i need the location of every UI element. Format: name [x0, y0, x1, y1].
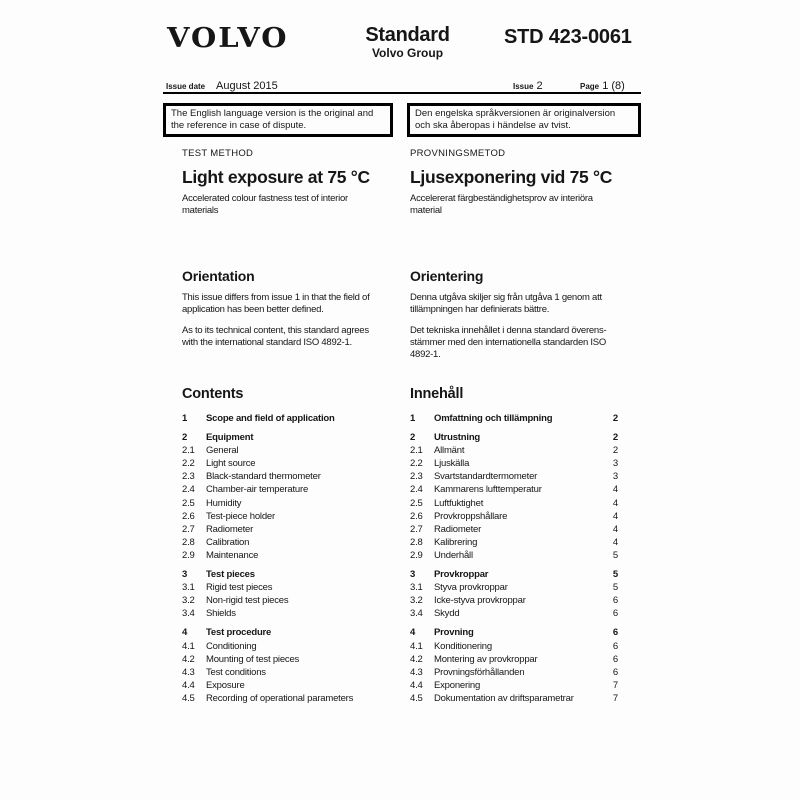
toc-number: 2.4: [410, 484, 423, 496]
toc-label: Utrustning: [434, 432, 481, 444]
orientation-section-english: [182, 268, 386, 349]
toc-label: Radiometer: [434, 523, 482, 535]
issue-label: Issue: [513, 82, 534, 91]
toc-number: 2.6: [182, 510, 195, 522]
toc-row: [182, 640, 386, 653]
toc-row: [410, 470, 618, 483]
toc-number: 4.2: [410, 653, 423, 665]
toc-row: [182, 470, 386, 483]
toc-number: 3.2: [410, 595, 423, 607]
toc-number: 2.2: [410, 458, 423, 470]
toc-row: [410, 444, 618, 457]
toc-number: 2.3: [182, 471, 195, 483]
toc-row: [410, 510, 618, 523]
page-label: Page: [580, 82, 600, 91]
toc-number: 2.2: [182, 458, 195, 470]
toc-page-number: 5: [612, 549, 618, 561]
toc-row: [182, 483, 386, 496]
toc-label: Rigid test pieces: [206, 582, 273, 594]
toc-page-number: 2: [612, 445, 618, 457]
toc-row: [182, 581, 386, 594]
orientation-section-swedish: [410, 268, 618, 361]
toc-label: Provning: [434, 627, 474, 639]
toc-page-number: 3: [612, 458, 618, 470]
toc-row: [182, 444, 386, 457]
toc-label: Test procedure: [206, 627, 272, 639]
contents-section-swedish: [410, 386, 618, 705]
toc-label: Recording of operational parameters: [206, 692, 354, 704]
toc-number: 4.1: [410, 640, 423, 652]
toc-number: 2.5: [182, 497, 195, 509]
issue-value: 2: [536, 80, 543, 92]
toc-row: [182, 607, 386, 620]
toc-number: 2.7: [182, 523, 195, 535]
toc-row: [182, 568, 386, 581]
header-center: [335, 24, 480, 60]
toc-label: Maintenance: [206, 549, 259, 561]
toc-heading: Contents: [182, 386, 244, 402]
toc-label: Calibration: [206, 536, 250, 548]
toc-row: [182, 523, 386, 536]
toc-label: Luftfuktighet: [434, 497, 484, 509]
toc-label: Skydd: [434, 608, 460, 620]
toc-row: [410, 679, 618, 692]
page-value: 1 (8): [602, 80, 625, 92]
toc-row: [182, 549, 386, 562]
header-rule: [163, 92, 641, 94]
toc-page-number: 2: [612, 432, 618, 444]
toc-row: [410, 549, 618, 562]
toc-row: [410, 431, 618, 444]
toc-label: Provkroppar: [434, 569, 489, 581]
toc-number: 2.6: [410, 510, 423, 522]
toc-row: [410, 581, 618, 594]
toc-row: [182, 626, 386, 639]
section-heading: Orientation: [182, 268, 255, 284]
toc-row: [410, 536, 618, 549]
toc-row: [410, 412, 618, 425]
toc-row: [182, 412, 386, 425]
doc-number: STD 423-0061: [504, 26, 632, 48]
toc-row: [410, 666, 618, 679]
toc-label: Non-rigid test pieces: [206, 595, 289, 607]
toc-row: [410, 640, 618, 653]
toc-label: Chamber-air temperature: [206, 484, 309, 496]
toc-row: [410, 594, 618, 607]
toc-label: Svartstandardtermometer: [434, 471, 538, 483]
document-subtitle: Accelererat färgbeständighetsprov av interiöra material: [410, 193, 593, 216]
toc-number: 1: [182, 413, 188, 424]
toc-row: [182, 594, 386, 607]
toc-row: [410, 626, 618, 639]
toc-label: Black-standard thermometer: [206, 471, 321, 483]
toc-row: [410, 653, 618, 666]
paragraph: As to its technical content, this standard agrees with the international standard ISO 4892-1.: [182, 324, 369, 348]
toc-label: Equipment: [206, 432, 254, 444]
toc-label: Allmänt: [434, 445, 465, 457]
doc-type: Standard: [365, 24, 450, 46]
toc-page-number: 6: [612, 666, 618, 678]
notice-box-swedish: Den engelska språkversionen är originalversion och ska åberopas i händelse av tvist.: [407, 103, 641, 137]
document-title: Ljusexponering vid 75 °C: [410, 167, 613, 187]
issue-date-label: Issue date: [166, 82, 206, 91]
title-block-swedish: [410, 148, 618, 217]
toc-page-number: 6: [612, 640, 618, 652]
toc-number: 4.3: [410, 666, 423, 678]
toc-label: Icke-styva provkroppar: [434, 595, 526, 607]
toc-row: [410, 483, 618, 496]
toc-page-number: 6: [612, 627, 618, 639]
toc-label: Humidity: [206, 497, 242, 509]
toc-page-number: 6: [612, 595, 618, 607]
toc-number: 3.2: [182, 595, 195, 607]
toc-number: 3.4: [182, 608, 195, 620]
toc-number: 2: [182, 432, 188, 444]
doc-org: Volvo Group: [371, 46, 444, 60]
toc-number: 4.4: [182, 679, 195, 691]
toc-number: 4.5: [182, 692, 195, 704]
section-heading: Orientering: [410, 268, 484, 284]
toc-label: Underhåll: [434, 549, 473, 561]
paragraph: This issue differs from issue 1 in that the field of application has been better defined.: [182, 292, 370, 316]
toc-label: Styva provkroppar: [434, 582, 508, 594]
toc-page-number: 2: [612, 413, 618, 424]
toc-page-number: 5: [612, 582, 618, 594]
toc-row: [410, 497, 618, 510]
toc-number: 4.4: [410, 679, 423, 691]
toc-label: Provningsförhållanden: [434, 666, 525, 678]
toc-label: Test-piece holder: [206, 510, 275, 522]
toc-page-number: 7: [612, 679, 618, 691]
toc-row: [182, 536, 386, 549]
document-subtitle: Accelerated colour fastness test of interior materials: [182, 193, 348, 216]
toc-heading: Innehåll: [410, 386, 464, 402]
toc-label: General: [206, 445, 239, 457]
notice-box-english: The English language version is the original and the reference in case of dispute.: [163, 103, 393, 137]
issue-field: [513, 80, 543, 92]
toc-number: 2.8: [410, 536, 423, 548]
toc-label: Ljuskälla: [434, 458, 470, 470]
toc-row: [182, 457, 386, 470]
volvo-logo: VOLVO: [167, 22, 289, 54]
toc-number: 3.4: [410, 608, 423, 620]
toc-number: 4.2: [182, 653, 195, 665]
toc-number: 2.5: [410, 497, 423, 509]
toc-label: Shields: [206, 608, 236, 620]
contents-section-english: [182, 386, 386, 705]
toc-number: 4: [182, 627, 188, 639]
toc-label: Test pieces: [206, 569, 255, 581]
toc-number: 2.9: [410, 549, 423, 561]
document-title: Light exposure at 75 °C: [182, 167, 370, 187]
toc-number: 2.3: [410, 471, 423, 483]
category-label: TEST METHOD: [182, 148, 254, 159]
toc-number: 2.1: [410, 445, 423, 457]
toc-label: Dokumentation av driftsparametrar: [434, 692, 574, 704]
toc-label: Scope and field of application: [206, 413, 335, 424]
toc-en: [182, 412, 386, 705]
toc-row: [182, 510, 386, 523]
toc-label: Omfattning och tillämpning: [434, 413, 553, 424]
issue-date-value: August 2015: [216, 80, 278, 92]
page-field: [580, 80, 625, 92]
toc-number: 3: [182, 569, 188, 581]
toc-label: Mounting of test pieces: [206, 653, 300, 665]
toc-page-number: 7: [612, 692, 618, 704]
toc-number: 3.1: [410, 582, 423, 594]
toc-page-number: 5: [612, 569, 618, 581]
toc-row: [410, 692, 618, 705]
toc-label: Provkroppshållare: [434, 510, 508, 522]
toc-row: [182, 431, 386, 444]
toc-number: 2.9: [182, 549, 195, 561]
toc-page-number: 4: [612, 536, 618, 548]
toc-number: 4.5: [410, 692, 423, 704]
paragraph: Denna utgåva skiljer sig från utgåva 1 genom att tillämpningen har definierats bättre.: [410, 292, 602, 316]
toc-number: 4.1: [182, 640, 195, 652]
toc-page-number: 3: [612, 471, 618, 483]
toc-page-number: 6: [612, 653, 618, 665]
toc-row: [410, 568, 618, 581]
toc-row: [182, 666, 386, 679]
toc-page-number: 4: [612, 497, 618, 509]
title-block-english: [182, 148, 386, 217]
toc-number: 4.3: [182, 666, 195, 678]
toc-sv: [410, 412, 618, 705]
toc-row: [182, 679, 386, 692]
toc-label: Kammarens lufttemperatur: [434, 484, 542, 496]
toc-page-number: 4: [612, 523, 618, 535]
toc-number: 3.1: [182, 582, 195, 594]
toc-label: Conditioning: [206, 640, 257, 652]
toc-number: 4: [410, 627, 416, 639]
paragraph: Det tekniska innehållet i denna standard överens-stämmer med den internationella standarden ISO 4892-1.: [410, 324, 607, 361]
toc-row: [410, 457, 618, 470]
toc-page-number: 4: [612, 510, 618, 522]
toc-label: Radiometer: [206, 523, 254, 535]
toc-page-number: 6: [612, 608, 618, 620]
toc-number: 3: [410, 569, 416, 581]
toc-label: Test conditions: [206, 666, 266, 678]
toc-row: [410, 607, 618, 620]
category-label: PROVNINGSMETOD: [410, 148, 506, 159]
toc-number: 2.4: [182, 484, 195, 496]
toc-label: Montering av provkroppar: [434, 653, 538, 665]
toc-label: Light source: [206, 458, 256, 470]
toc-label: Konditionering: [434, 640, 492, 652]
toc-row: [182, 692, 386, 705]
toc-row: [410, 523, 618, 536]
toc-number: 2.1: [182, 445, 195, 457]
toc-label: Kalibrering: [434, 536, 478, 548]
meta-row: [166, 79, 640, 92]
toc-label: Exposure: [206, 679, 245, 691]
toc-number: 2.7: [410, 523, 423, 535]
toc-page-number: 4: [612, 484, 618, 496]
toc-row: [182, 653, 386, 666]
toc-number: 2: [410, 432, 416, 444]
toc-number: 1: [410, 413, 416, 424]
toc-row: [182, 497, 386, 510]
toc-number: 2.8: [182, 536, 195, 548]
toc-label: Exponering: [434, 679, 481, 691]
